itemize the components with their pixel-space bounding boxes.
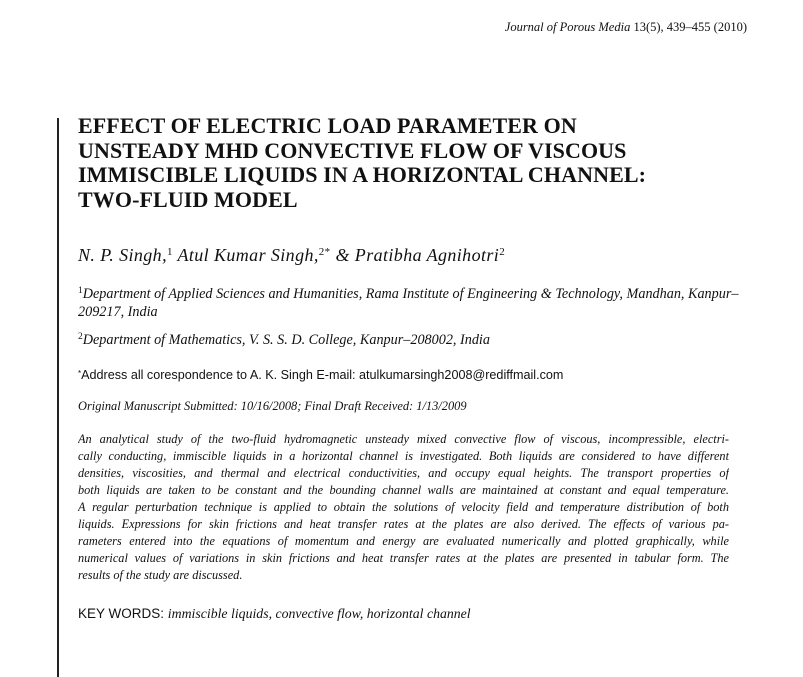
affiliation-mark: 2 — [78, 332, 83, 342]
author-name: & Pratibha Agnihotri — [335, 245, 500, 265]
correspondence-mark: * — [78, 369, 82, 378]
author-affiliation-mark: 2* — [318, 246, 331, 258]
correspondence-note — [78, 368, 738, 382]
affiliation-2 — [78, 331, 738, 349]
abstract-line: cally conducting, immiscible liquids in a horizontal channel is investigated. Both liquids are considered to have different — [78, 449, 729, 463]
author-affiliation-mark: 1 — [166, 246, 173, 258]
author-list — [78, 245, 738, 266]
author-name: Atul Kumar Singh, — [177, 245, 319, 265]
abstract-line: numerical values of variations in skin frictions and heat transfer rates at the plates are presented in tabular form. The — [78, 551, 729, 565]
journal-citation: 13(5), 439–455 (2010) — [630, 20, 747, 34]
journal-header — [505, 20, 747, 35]
correspondence-text: Address all corespondence to A. K. Singh E-mail: atulkumarsingh2008@rediffmail.com — [81, 368, 564, 382]
abstract-line: A regular perturbation technique is applied to obtain the solutions of velocity field and temperature distribution of both — [78, 500, 729, 514]
left-margin-rule — [57, 118, 59, 677]
affiliation-mark: 1 — [78, 286, 83, 296]
manuscript-dates: Original Manuscript Submitted: 10/16/2008; Final Draft Received: 1/13/2009 — [78, 399, 467, 413]
author-name: N. P. Singh, — [78, 245, 167, 265]
abstract — [78, 431, 729, 584]
title-line: UNSTEADY MHD CONVECTIVE FLOW OF VISCOUS — [78, 137, 627, 163]
keywords — [78, 606, 738, 622]
abstract-line: both liquids are taken to be constant and the bounding channel walls are maintained at constant and equal temperature. — [78, 483, 729, 497]
abstract-line: rameters entered into the equations of momentum and energy are evaluated numerically and plotted graphically, while — [78, 534, 729, 548]
abstract-line: liquids. Expressions for skin frictions and heat transfer rates at the plates are also derived. The effects of various pa- — [78, 517, 729, 531]
keywords-label: KEY WORDS: — [78, 606, 168, 621]
journal-name: Journal of Porous Media — [504, 20, 631, 34]
paper-front-matter — [78, 114, 738, 622]
abstract-line: An analytical study of the two-fluid hydromagnetic unsteady mixed convective flow of viscous, incompressible, electri- — [78, 432, 729, 446]
abstract-line: densities, viscosities, and thermal and electrical conductivities, and occupy equal heights. The transport properties of — [78, 466, 729, 480]
abstract-line: results of the study are discussed. — [78, 568, 243, 582]
affiliation-1 — [78, 285, 743, 321]
title-line: TWO-FLUID MODEL — [78, 186, 298, 212]
keywords-list: immiscible liquids, convective flow, horizontal channel — [167, 606, 471, 621]
title-line: IMMISCIBLE LIQUIDS IN A HORIZONTAL CHANNEL: — [78, 162, 647, 187]
paper-title — [78, 114, 728, 212]
author-affiliation-mark: 2 — [499, 246, 506, 258]
affiliation-text: Department of Mathematics, V. S. S. D. College, Kanpur–208002, India — [82, 332, 490, 348]
title-line: EFFECT OF ELECTRIC LOAD PARAMETER ON — [78, 113, 577, 138]
affiliation-text: Department of Applied Sciences and Humanities, Rama Institute of Engineering & Technology, Mandhan, Kanpur–209217, India — [78, 286, 739, 320]
